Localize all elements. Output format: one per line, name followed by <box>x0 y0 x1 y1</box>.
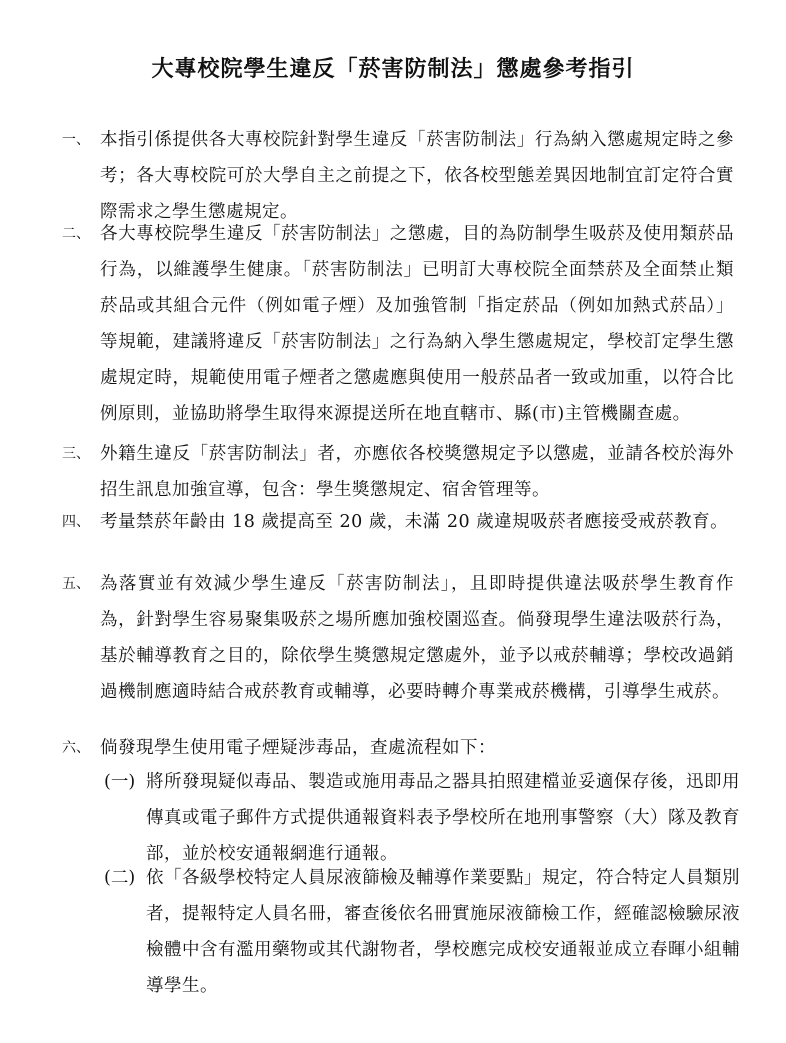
list-item <box>62 436 742 508</box>
list-item <box>62 216 742 432</box>
item-number: 一、 <box>62 132 90 148</box>
item-number: 二、 <box>62 226 90 242</box>
item-number: 六、 <box>62 740 90 756</box>
list-item <box>62 504 742 540</box>
item-text: 考量禁菸年齡由 18 歲提高至 20 歲，未滿 20 歲違規吸菸者應接受戒菸教育。 <box>100 512 729 532</box>
sub-list-item <box>104 860 744 1004</box>
subitem-text: 依「各級學校特定人員尿液篩檢及輔導作業要點」規定，符合特定人員類別者，提報特定人員名冊，審查後依名冊實施尿液篩檢工作，經確認檢驗尿液檢體中含有濫用藥物或其代謝物者，學校應完成校安通報並成立春暉小組輔導學生。 <box>146 868 740 996</box>
item-text: 為落實並有效減少學生違反「菸害防制法」，且即時提供違法吸菸學生教育作為，針對學生容易聚集吸菸之場所應加強校園巡查。倘發現學生違法吸菸行為，基於輔導教育之目的，除依學生獎懲規定懲處外，並予以戒菸輔導；學校改過銷過機制應適時結合戒菸教育或輔導，必要時轉介專業戒菸機構，引導學生戒菸。 <box>100 574 734 702</box>
item-number: 四、 <box>62 514 90 530</box>
subitem-number: (二) <box>104 868 136 888</box>
item-text: 各大專校院學生違反「菸害防制法」之懲處，目的為防制學生吸菸及使用類菸品行為，以維護學生健康。「菸害防制法」已明訂大專校院全面禁菸及全面禁止類菸品或其組合元件（例如電子煙）及加強管制「指定菸品（例如加熱式菸品）」等規範，建議將違反「菸害防制法」之行為納入學生懲處規定，學校訂定學生懲處規定時，規範使用電子煙者之懲處應與使用一般菸品者一致或加重，以符合比例原則，並協助將學生取得來源提送所在地直轄市、縣(市)主管機關查處。 <box>100 224 734 424</box>
subitem-text: 將所發現疑似毒品、製造或施用毒品之器具拍照建檔並妥適保存後，迅即用傳真或電子郵件方式提供通報資料表予學校所在地刑事警察（大）隊及教育部，並於校安通報網進行通報。 <box>146 772 740 864</box>
sub-list-item <box>104 764 744 872</box>
item-text: 本指引係提供各大專校院針對學生違反「菸害防制法」行為納入懲處規定時之參考；各大專校院可於大學自主之前提之下，依各校型態差異因地制宜訂定符合實際需求之學生懲處規定。 <box>100 130 734 222</box>
item-number: 三、 <box>62 446 90 462</box>
list-item <box>62 566 742 710</box>
item-number: 五、 <box>62 576 90 592</box>
list-item <box>62 122 742 230</box>
document-title: 大專校院學生違反「菸害防制法」懲處參考指引 <box>151 56 635 82</box>
list-item <box>62 730 742 766</box>
item-text: 倘發現學生使用電子煙疑涉毒品，查處流程如下： <box>100 738 496 758</box>
item-text: 外籍生違反「菸害防制法」者，亦應依各校獎懲規定予以懲處，並請各校於海外招生訊息加強宣導，包含：學生獎懲規定、宿舍管理等。 <box>100 444 734 500</box>
subitem-number: (一) <box>104 772 136 792</box>
